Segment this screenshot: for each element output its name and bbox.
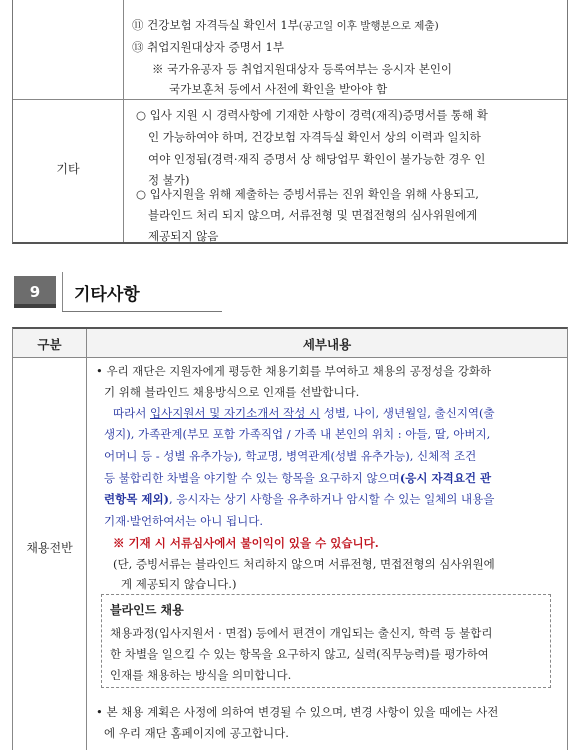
doc-line: ⑬ 취업지원대상자 증명서 1부 — [132, 40, 284, 54]
etc-line: 여야 인정됨(경력·재직 증명서 상 해당업무 확인이 불가능한 경우 인 — [148, 152, 486, 166]
header-category: 구분 — [37, 337, 62, 352]
blind-policy-line: 따라서 입사지원서 및 자기소개서 작성 시 성별, 나이, 생년월일, 출신지역(출 — [113, 406, 495, 420]
etc-line: ○ 입사지원을 위해 제출하는 증빙서류는 진위 확인을 위해 사용되고, — [136, 187, 479, 201]
warning-line: ※ 기재 시 서류심사에서 불이익이 있을 수 있습니다. — [113, 536, 379, 550]
header-details: 세부내용 — [302, 337, 352, 352]
blind-box-line: 한 차별을 일으킬 수 있는 항목을 요구하지 않고, 실력(직무능력)를 평가하여 — [110, 647, 489, 661]
table-column-divider — [86, 329, 87, 750]
doc-line: ⑪ 건강보험 자격득실 확인서 1부(공고일 이후 발행분으로 제출) — [132, 18, 439, 32]
final-notice-line: 에 우리 재단 홈페이지에 공고합니다. — [104, 726, 289, 740]
table-label-column — [13, 0, 124, 242]
row-label-etc: 기타 — [56, 162, 80, 176]
row-label-recruitment: 채용전반 — [26, 541, 73, 555]
blind-box-line: 채용과정(입사지원서 · 면접) 등에서 편견이 개입되는 출신지, 학력 등 불합리 — [110, 626, 493, 640]
section-underline — [62, 311, 222, 312]
note-line: 게 제공되지 않습니다.) — [121, 577, 237, 591]
section-divider — [62, 272, 63, 312]
blind-policy-line: 기재·발언하여서는 아니 됩니다. — [104, 514, 264, 528]
underlined-phrase: 입사지원서 및 자기소개서 작성 시 — [149, 406, 321, 420]
policy-line: • 우리 재단은 지원자에게 평등한 채용기회를 부여하고 채용의 공정성을 강화하 — [96, 364, 492, 378]
note-line: (단, 증빙서류는 블라인드 처리하지 않으며 서류전형, 면접전형의 심사위원에 — [113, 557, 495, 571]
etc-line: ○ 입사 지원 시 경력사항에 기재한 사항이 경력(재직)증명서를 통해 확 — [136, 108, 488, 122]
blind-policy-line: 련항목 제외), 응시자는 상기 사항을 유추하거나 암시할 수 있는 일체의 내용을 — [104, 492, 495, 506]
doc-note-line: 국가보훈처 등에서 사전에 확인을 받아야 함 — [169, 82, 388, 96]
blind-box-title: 블라인드 채용 — [110, 603, 184, 617]
blind-policy-line: 등 불합리한 차별을 야기할 수 있는 항목을 요구하지 않으며(응시 자격요건 관 — [104, 471, 492, 485]
section-title: 기타사항 — [74, 285, 140, 305]
etc-line: 인 가능하여야 하며, 건강보험 자격득실 확인서 상의 이력과 일치하 — [148, 130, 481, 144]
policy-line: 기 위해 블라인드 채용방식으로 인재를 선발합니다. — [104, 385, 360, 399]
blind-policy-line: 생지), 가족관계(부모 포함 가족직업 / 가족 내 본인의 위치 : 아들, 딸, 아버지, — [104, 427, 491, 441]
row-divider — [13, 99, 567, 100]
etc-line: 블라인드 처리 되지 않으며, 서류전형 및 면접전형의 심사위원에게 — [148, 208, 478, 222]
doc-note-line: ※ 국가유공자 등 취업지원대상자 등록여부는 응시자 본인이 — [152, 62, 453, 76]
section-number-badge: 9 — [14, 276, 56, 308]
etc-line: 정 불가) — [148, 173, 190, 187]
blind-policy-line: 어머니 등 - 성별 유추가능), 학교명, 병역관계(성별 유추가능), 신체적 조건 — [104, 449, 477, 463]
blind-box-line: 인재를 채용하는 방식을 의미합니다. — [110, 668, 292, 682]
section-number-shadow — [14, 276, 56, 308]
etc-line: 제공되지 않음 — [148, 229, 219, 243]
final-notice-line: • 본 채용 계획은 사정에 의하여 변경될 수 있으며, 변경 사항이 있을 때에는 사전 — [96, 705, 499, 719]
